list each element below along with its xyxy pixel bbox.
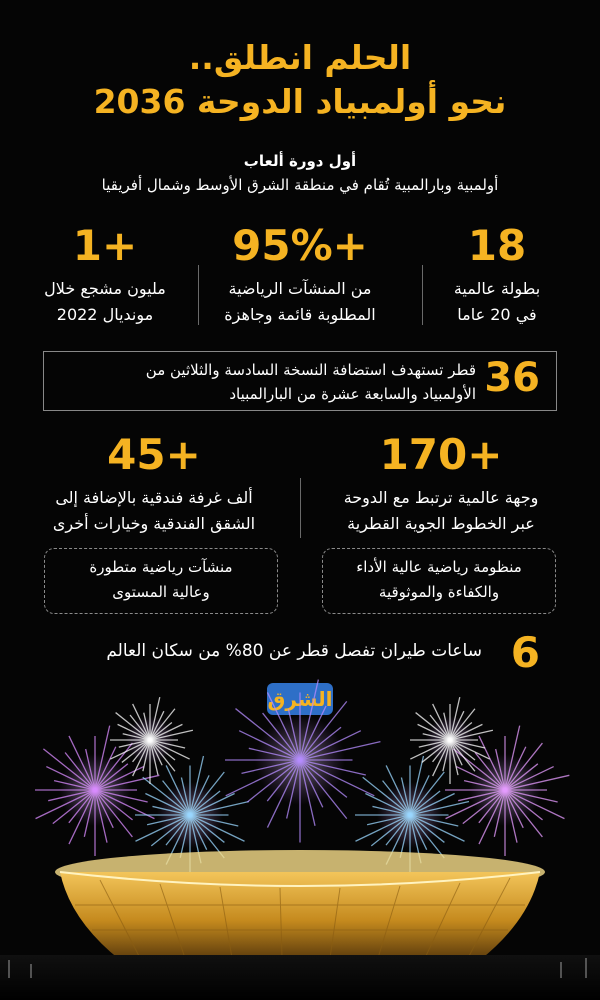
box-line1: منظومة رياضية عالية الأداء bbox=[356, 558, 522, 576]
stat-desc-line1: وجهة عالمية ترتبط مع الدوحة bbox=[343, 488, 539, 507]
stat-desc-line1: بطولة عالمية bbox=[453, 279, 541, 298]
intro-heading: أول دورة ألعاب bbox=[243, 152, 357, 170]
box-line2: وعالية المستوى bbox=[112, 583, 210, 601]
box-line2: والكفاءة والموثوقية bbox=[378, 583, 500, 601]
edition-number: 36 bbox=[484, 355, 540, 401]
stat-desc-line2: في 20 عاما bbox=[457, 305, 537, 324]
stat-desc-line2: الشقق الفندقية وخيارات أخرى bbox=[52, 514, 256, 533]
fireworks bbox=[35, 680, 569, 872]
stat-number: +95% bbox=[232, 221, 368, 270]
stat-desc-line1: ألف غرفة فندقية بالإضافة إلى bbox=[55, 488, 253, 507]
box-line1: منشآت رياضية متطورة bbox=[89, 558, 233, 576]
title-line-1: الحلم انطلق.. bbox=[188, 38, 412, 77]
stat-number: +1 bbox=[72, 221, 138, 270]
stat-desc-line2: مونديال 2022 bbox=[56, 305, 154, 324]
edition-line1: قطر تستهدف استضافة النسخة السادسة والثلاثين من bbox=[145, 361, 476, 379]
stadium-icon bbox=[0, 850, 600, 1000]
flight-hours-number: 6 bbox=[510, 628, 540, 677]
stat-number: +170 bbox=[379, 430, 503, 479]
intro-text: أولمبية وبارالمبية تُقام في منطقة الشرق الأوسط وشمال أفريقيا bbox=[101, 176, 499, 194]
stat-number: +45 bbox=[107, 430, 201, 479]
logo-text: الشرق bbox=[267, 687, 333, 711]
flight-hours-text: ساعات طيران تفصل قطر عن 80% من سكان العالم bbox=[106, 641, 482, 661]
title-line-2: نحو أولمبياد الدوحة 2036 bbox=[93, 82, 507, 121]
stat-desc-line2: المطلوبة قائمة وجاهزة bbox=[224, 305, 376, 324]
edition-line2: الأولمبياد والسابعة عشرة من البارالمبياد bbox=[229, 385, 476, 403]
stat-desc-line2: عبر الخطوط الجوية القطرية bbox=[347, 514, 535, 533]
stat-number: 18 bbox=[467, 221, 527, 270]
stat-desc-line1: من المنشآت الرياضية bbox=[228, 279, 372, 298]
stat-desc-line1: مليون مشجع خلال bbox=[44, 279, 166, 298]
